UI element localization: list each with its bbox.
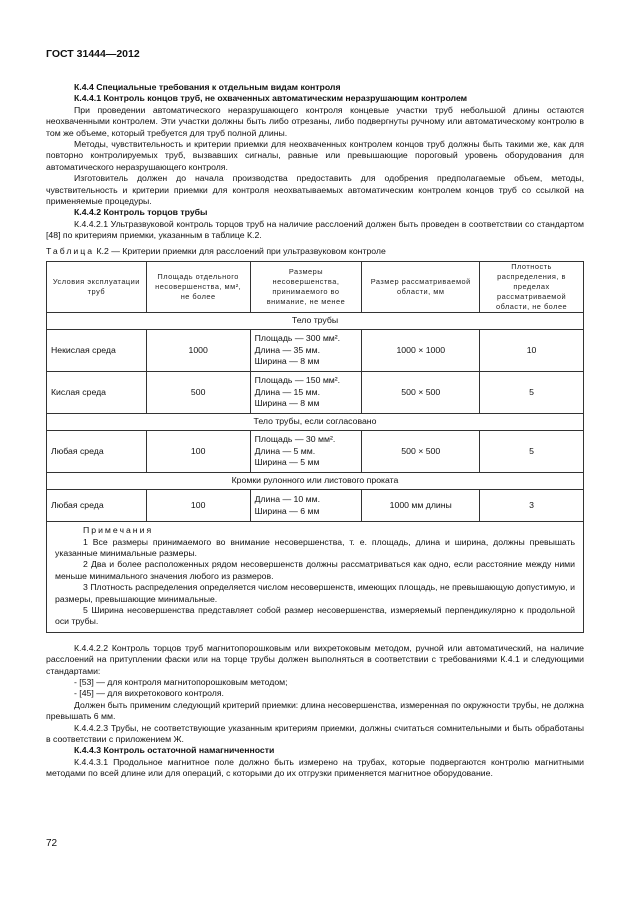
- table-cell-area: 500: [146, 372, 250, 414]
- table-row: [47, 372, 584, 414]
- section-heading-k443: К.4.4.3 Контроль остаточной намагниченности: [74, 745, 275, 756]
- table-cell-density: 3: [480, 490, 584, 522]
- paragraph: При проведении автоматического неразрушающего контроля концевые участки труб небольшой длины остаются неохваченными контролем. Эти участки должны быть либо отрезаны, либо подвергнуты ручному или автоматическому контролю в том же объеме, который требуется для труб полной длины.: [46, 104, 584, 138]
- table-cell-region: 1000 мм длины: [362, 490, 480, 522]
- table-cell-region: 500 × 500: [362, 372, 480, 414]
- table-row: [47, 431, 584, 473]
- table-cell-density: 5: [480, 431, 584, 473]
- table-cell-dimensions: [250, 330, 362, 372]
- dimension-line: Площадь — 300 мм².: [254, 333, 341, 344]
- table-cell-condition: Любая среда: [47, 431, 147, 473]
- dimension-line: Ширина — 6 мм: [254, 505, 320, 516]
- table-row: [47, 490, 584, 522]
- section-heading-k441: К.4.4.1 Контроль концов труб, не охваченных автоматическим неразрушающим контролем: [74, 93, 468, 104]
- table-notes-row: [47, 522, 584, 633]
- table-caption-prefix: Таблица: [46, 245, 95, 256]
- table-caption-text: К.2 — Критерии приемки для расслоений при ультразвуковом контроле: [94, 245, 386, 256]
- table-section-label: Тело трубы, если согласовано: [47, 414, 584, 431]
- paragraph: К.4.4.3.1 Продольное магнитное поле должно быть измерено на трубах, которые подвергаются контролю магнитными методами по всей длине или для операций, с которыми до их отгрузки применяется магнитное оборудование.: [46, 756, 584, 779]
- table-header-row: [47, 262, 584, 313]
- table-cell-dimensions: [250, 372, 362, 414]
- page-number: 72: [46, 838, 58, 849]
- table-header-cell: Размер рассматриваемой области, мм: [362, 262, 480, 313]
- notes-title: Примечания: [83, 525, 154, 536]
- paragraph: К.4.4.2.1 Ультразвуковой контроль торцов труб на наличие расслоений должен быть проведен в соответствии со стандартом [48] по критериям приемки, указанным в таблице К.2.: [46, 218, 584, 241]
- dimension-line: Длина — 10 мм.: [254, 494, 320, 505]
- table-cell-condition: Некислая среда: [47, 330, 147, 372]
- table-header-cell: Площадь отдельного несовершенства, мм², не более: [146, 262, 250, 313]
- paragraph: Методы, чувствительность и критерии приемки для неохваченных контролем концов труб должны быть такими же, как для повторно контролируемых труб, вызвавших сигналы, равные или превышающие пороговый уровень оборудования для автоматического неразрушающего контроля.: [46, 139, 584, 172]
- table-section-row: [47, 473, 584, 490]
- table-row: [47, 330, 584, 372]
- dimension-line: Площадь — 150 мм².: [254, 375, 341, 386]
- dimension-line: Площадь — 30 мм².: [254, 434, 336, 445]
- table-cell-condition: Любая среда: [47, 490, 147, 522]
- table-header-cell: Условия эксплуатации труб: [47, 262, 147, 313]
- table-cell-area: 1000: [146, 330, 250, 372]
- table-cell-area: 100: [146, 431, 250, 473]
- note: 5 Ширина несовершенства представляет собой размер несовершенства, измеряемый перпендикулярно к продольной оси трубы.: [55, 604, 575, 627]
- table-section-label: Тело трубы: [47, 313, 584, 330]
- paragraph: К.4.4.2.3 Трубы, не соответствующие указанным критериям приемки, должны считаться сомнительными и быть обработаны в соответствии с приложением Ж.: [46, 722, 584, 744]
- table-notes: [47, 522, 584, 633]
- dimension-line: Длина — 5 мм.: [254, 445, 316, 456]
- section-heading-k44: К.4.4 Специальные требования к отдельным видам контроля: [74, 82, 341, 92]
- table-section-label: Кромки рулонного или листового проката: [47, 473, 584, 490]
- section-heading-k442: К.4.4.2 Контроль торцов трубы: [74, 207, 208, 218]
- document-body: [46, 82, 584, 780]
- table-section-row: [47, 313, 584, 330]
- table-header-cell: Размеры несовершенства, принимаемого во внимание, не менее: [250, 262, 362, 313]
- table-cell-dimensions: [250, 431, 362, 473]
- dimension-line: Длина — 35 мм.: [254, 344, 320, 355]
- note: 1 Все размеры принимаемого во внимание несовершенства, т. е. площадь, длина и ширина, должны превышать указанные минимальные размеры.: [55, 536, 575, 558]
- note: 3 Плотность распределения определяется числом несовершенств, имеющих площадь, не превышающую допустимую, и размеры, превышающие минимальные.: [55, 582, 575, 604]
- table-section-row: [47, 414, 584, 431]
- dimension-line: Ширина — 5 мм: [254, 457, 320, 468]
- list-item: - [45] — для вихретокового контроля.: [74, 688, 224, 699]
- table-cell-dimensions: [250, 490, 362, 522]
- table-cell-condition: Кислая среда: [47, 372, 147, 414]
- criteria-table: [46, 261, 584, 633]
- table-header-cell: Плотность распределения, в пределах рассматриваемой области, не более: [480, 262, 584, 313]
- paragraph: Должен быть применим следующий критерий приемки: длина несовершенства, измеренная по окружности трубы, не должна превышать 6 мм.: [46, 699, 584, 722]
- dimension-line: Ширина — 8 мм: [254, 356, 320, 367]
- paragraph: Изготовитель должен до начала производства предоставить для одобрения предполагаемые объем, методы, чувствительность и критерии приемки для контроля неохватываемых автоматическим контролем концов труб со ссылкой на применяемые процедуры.: [46, 173, 584, 207]
- note: 2 Два и более расположенных рядом несовершенств должны рассматриваться как одно, если расстояние между ними меньше минимального значения любого из размеров.: [55, 559, 575, 581]
- document-header: ГОСТ 31444—2012: [46, 48, 140, 60]
- dimension-line: Длина — 15 мм.: [254, 386, 320, 397]
- list-item: - [53] — для контроля магнитопорошковым методом;: [74, 676, 288, 687]
- table-cell-area: 100: [146, 490, 250, 522]
- table-cell-density: 10: [480, 330, 584, 372]
- paragraph: К.4.4.2.2 Контроль торцов труб магнитопорошковым или вихретоковым методом, ручной или автоматический, на наличие расслоений на притуплении фаски или на торце трубы должен выполняться в соответствии с требованиями К.4.1 и следующими стандартами:: [46, 642, 584, 676]
- dimension-line: Ширина — 8 мм: [254, 398, 320, 409]
- table-cell-region: 1000 × 1000: [362, 330, 480, 372]
- table-cell-region: 500 × 500: [362, 431, 480, 473]
- table-caption: [46, 246, 584, 257]
- table-cell-density: 5: [480, 372, 584, 414]
